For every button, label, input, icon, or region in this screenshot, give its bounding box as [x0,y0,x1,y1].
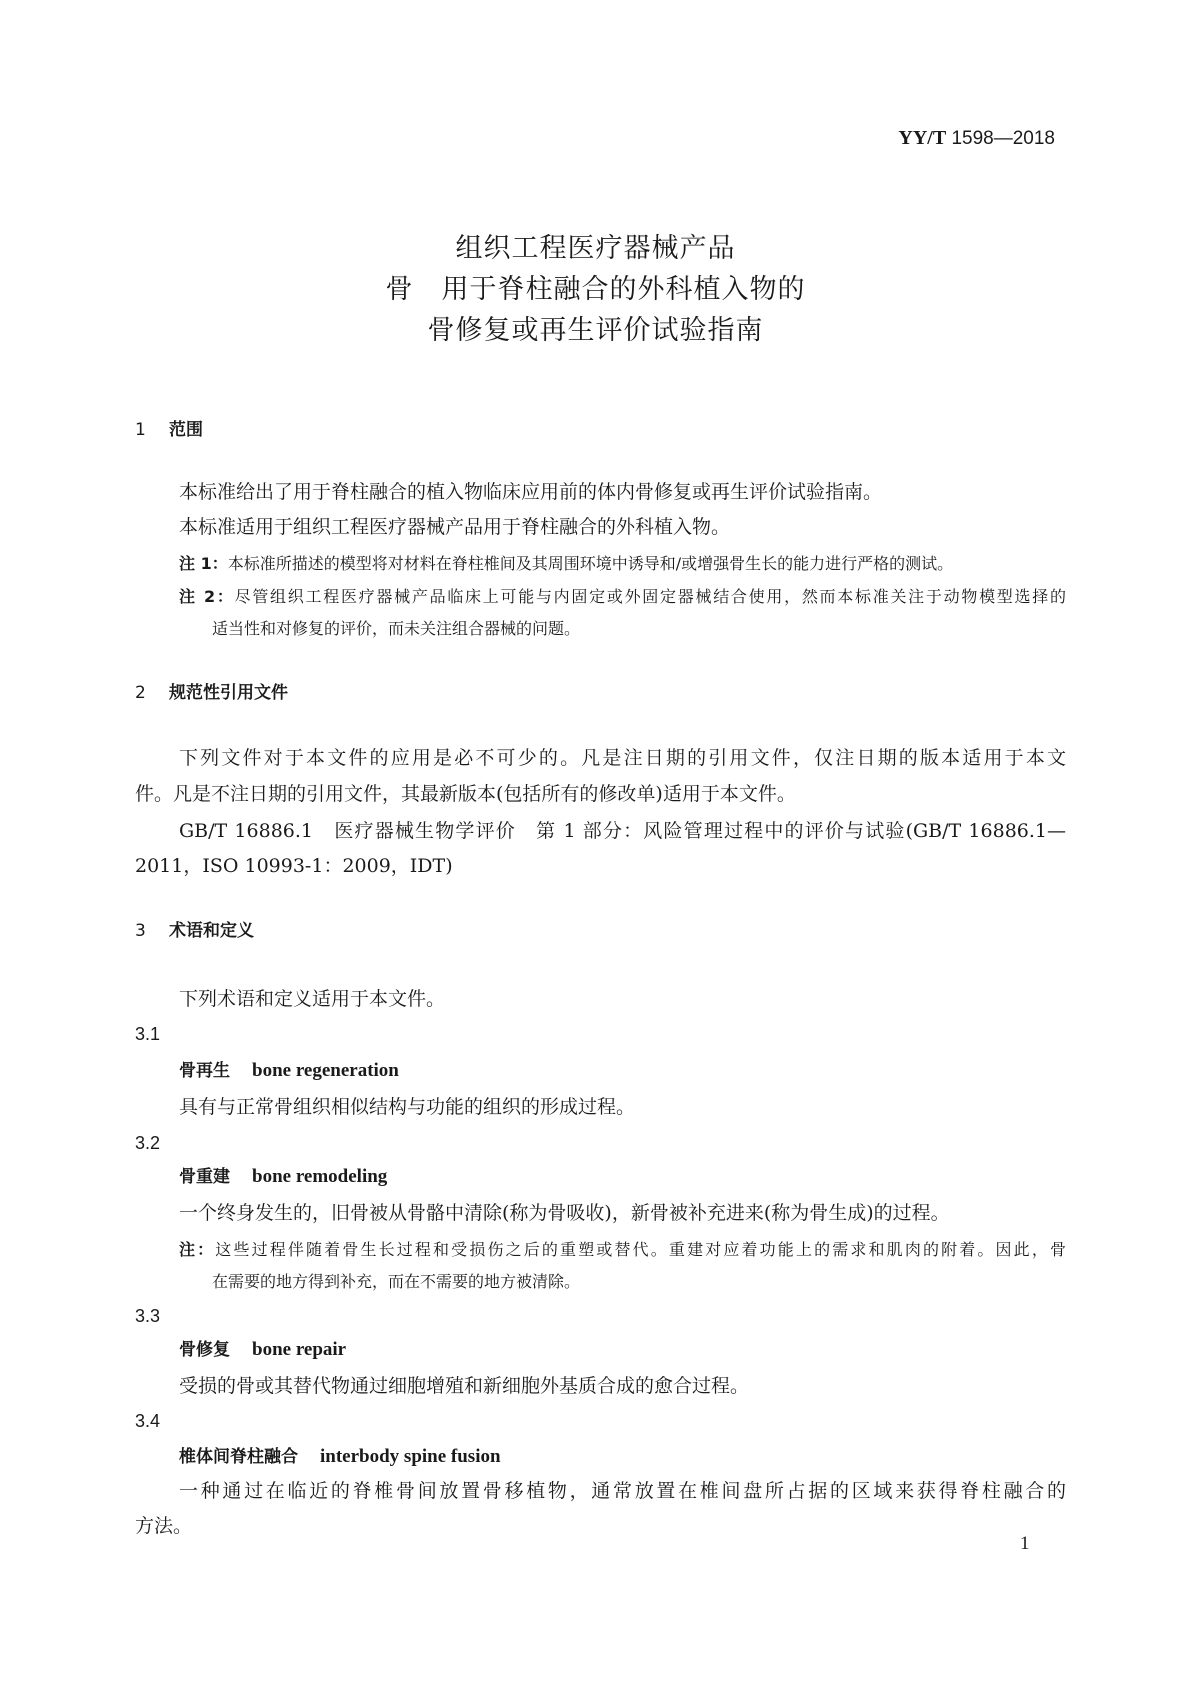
term-definition: 一种通过在临近的脊椎骨间放置骨移植物，通常放置在椎间盘所占据的区域来获得脊柱融合的 [179,1480,1066,1502]
term-en: interbody spine fusion [320,1446,501,1467]
title-line-3: 骨修复或再生评价试验指南 [427,315,764,346]
reference-gb-t-16886-1: GB/T 16886.1 医疗器械生物学评价 第 1 部分：风险管理过程中的评价与试验(GB/T 16886.1— [179,820,1066,842]
note-1 [179,552,953,576]
term-number: 3.1 [135,1024,161,1044]
term-number: 3.3 [135,1306,161,1326]
note-text: 本标准所描述的模型将对材料在脊柱椎间及其周围环境中诱导和/或增强骨生长的能力进行严格的测试。 [227,554,954,573]
standard-number: 1598—2018 [951,128,1055,149]
paragraph: 下列文件对于本文件的应用是必不可少的。凡是注日期的引用文件，仅注日期的版本适用于本文 [179,747,1066,769]
term-3-3 [179,1338,346,1362]
note-label: 注： [179,1240,216,1259]
term-3-2 [179,1165,387,1189]
paragraph: 本标准适用于组织工程医疗器械产品用于脊柱融合的外科植入物。 [179,516,731,538]
term-definition: 一个终身发生的，旧骨被从骨骼中清除(称为骨吸收)，新骨被补充进来(称为骨生成)的过程。 [179,1202,950,1224]
note-text: 这些过程伴随着骨生长过程和受损伤之后的重塑或替代。重建对应着功能上的需求和肌肉的附着。因此，骨 [215,1240,1066,1259]
term-zh: 骨修复 [179,1340,230,1360]
page-number: 1 [1020,1533,1030,1554]
term-definition-cont: 方法。 [135,1515,193,1537]
title-line-2: 骨 用于脊柱融合的外科植入物的 [385,274,806,305]
reference-cont: 2011，ISO 10993-1：2009，IDT) [135,855,453,877]
term-en: bone regeneration [252,1060,399,1081]
section-title: 范围 [169,420,203,440]
section-number: 3 [135,921,146,941]
note-label: 注 2： [179,587,235,606]
note-2-cont: 适当性和对修复的评价，而未关注组合器械的问题。 [212,619,581,638]
standard-code [898,127,1055,150]
title-line-1: 组织工程医疗器械产品 [455,233,736,264]
term-number: 3.4 [135,1411,161,1431]
section-title: 规范性引用文件 [169,683,288,703]
term-zh: 骨再生 [179,1061,230,1081]
term-en: bone remodeling [252,1166,388,1187]
term-zh: 椎体间脊柱融合 [179,1447,298,1467]
note-2 [179,585,1066,609]
section-2-heading [135,681,288,705]
term-3-1 [179,1059,399,1083]
term-definition: 受损的骨或其替代物通过细胞增殖和新细胞外基质合成的愈合过程。 [179,1375,750,1397]
paragraph: 下列术语和定义适用于本文件。 [179,988,446,1010]
term-3-4 [179,1445,501,1469]
section-3-heading [135,919,254,943]
section-number: 2 [135,683,146,703]
term-note [179,1238,1066,1262]
term-note-cont: 在需要的地方得到补充，而在不需要的地方被清除。 [212,1272,581,1291]
note-label: 注 1： [179,554,228,573]
section-number: 1 [135,420,146,440]
note-text: 尽管组织工程医疗器械产品临床上可能与内固定或外固定器械结合使用，然而本标准关注于动物模型选择的 [234,587,1066,606]
term-definition: 具有与正常骨组织相似结构与功能的组织的形成过程。 [179,1096,636,1118]
paragraph-cont: 件。凡是不注日期的引用文件，其最新版本(包括所有的修改单)适用于本文件。 [135,783,796,805]
term-en: bone repair [252,1339,347,1360]
term-zh: 骨重建 [179,1167,230,1187]
section-1-heading [135,418,203,442]
standard-prefix: YY/T [898,127,947,149]
paragraph: 本标准给出了用于脊柱融合的植入物临床应用前的体内骨修复或再生评价试验指南。 [179,481,883,503]
term-number: 3.2 [135,1133,161,1153]
section-title: 术语和定义 [169,921,254,941]
